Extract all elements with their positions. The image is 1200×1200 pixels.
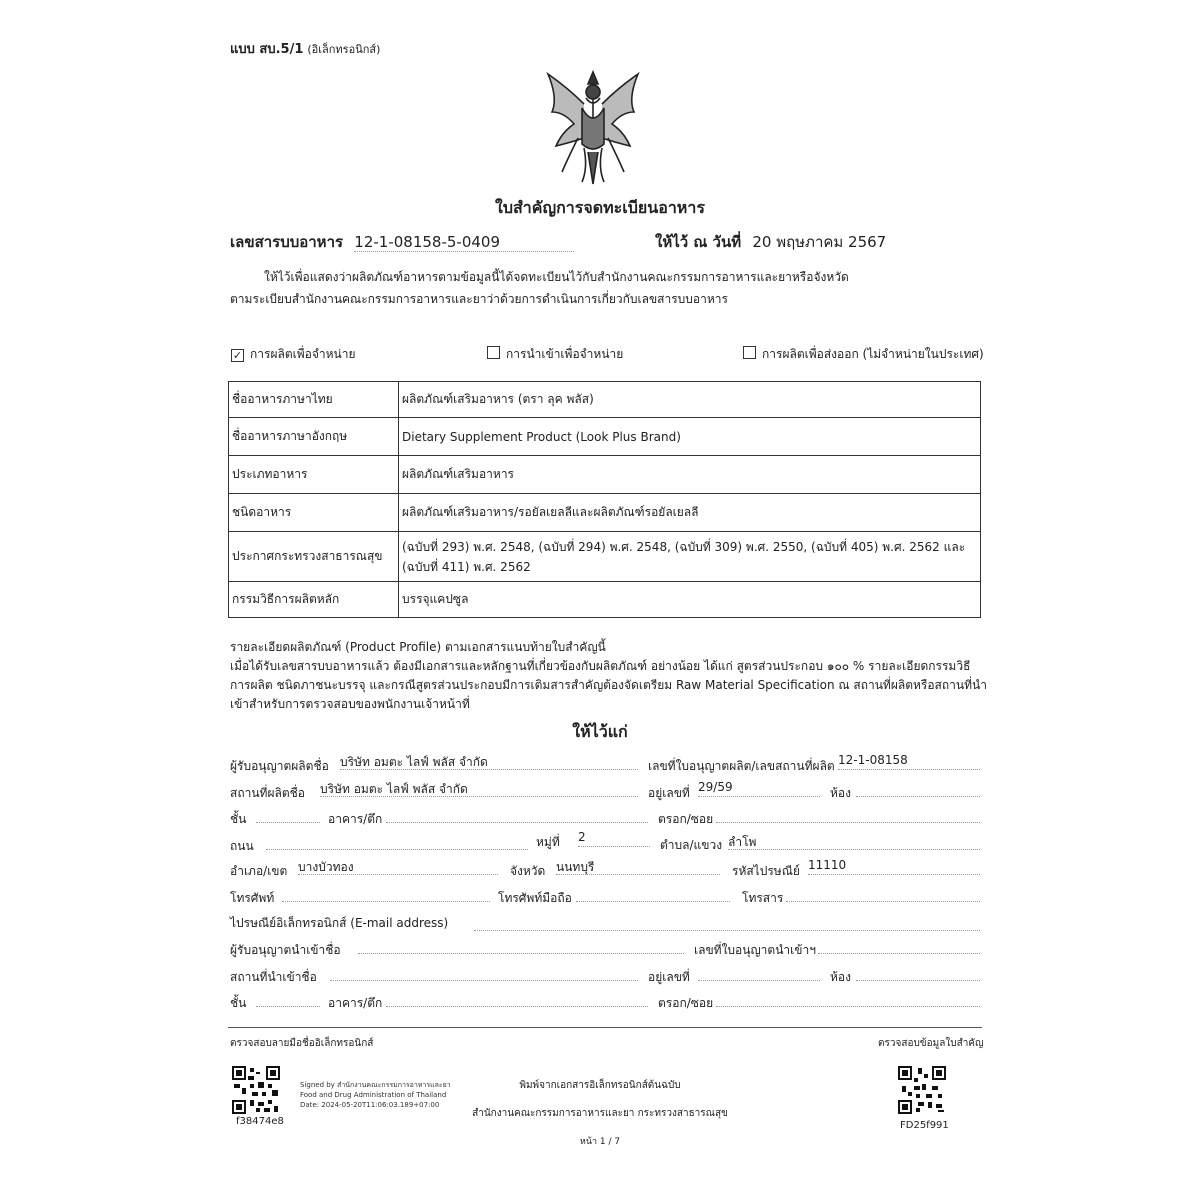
import-site-value [330, 964, 638, 981]
importer-license-label: เลขที่ใบอนุญาตนำเข้าฯ [694, 943, 816, 957]
checkbox-export[interactable] [743, 345, 984, 364]
checkbox-label: การนำเข้าเพื่อจำหน่าย [506, 347, 624, 361]
table-key: กรรมวิธีการผลิตหลัก [229, 582, 399, 618]
signed-date: Date: 2024-05-20T11:06:03.189+07:00 [300, 1101, 440, 1109]
issue-date: 20 พฤษภาคม 2567 [752, 233, 887, 251]
fax-value [786, 885, 980, 902]
form-code-sub: (อิเล็กทรอนิกส์) [307, 43, 381, 56]
form-code [230, 38, 380, 59]
fax-label: โทรสาร [742, 891, 784, 905]
intro-line-2: ตามระเบียบสำนักงานคณะกรรมการอาหารและยาว่าด้วยการดำเนินการเกี่ยวกับเลขสารบบอาหาร [230, 292, 728, 306]
table-row [229, 456, 981, 494]
table-row [229, 582, 981, 618]
importer-license-number [818, 937, 980, 954]
district-label: อำเภอ/เขต [230, 864, 288, 878]
mobile-value [576, 885, 730, 902]
page-number: หน้า 1 / 7 [579, 1137, 621, 1147]
postcode-value: 11110 [808, 858, 980, 875]
table-value: Dietary Supplement Product (Look Plus Brand) [399, 418, 981, 456]
certificate-qr-code-icon[interactable] [898, 1066, 946, 1114]
table-value: ผลิตภัณฑ์เสริมอาหาร [399, 456, 981, 494]
province-value: นนทบุรี [556, 858, 720, 875]
signed-by: Signed by สำนักงานคณะกรรมการอาหารและยา [300, 1081, 451, 1089]
signed-org: Food and Drug Administration of Thailand [300, 1091, 447, 1099]
mobile-label: โทรศัพท์มือถือ [498, 891, 572, 905]
district-value: บางบัวทอง [298, 858, 498, 875]
intro-paragraph [230, 266, 990, 310]
certificate-code: FD25f991 [900, 1120, 949, 1131]
registration-number: 12-1-08158-5-0409 [354, 233, 574, 252]
import-site-label: สถานที่นำเข้าชื่อ [230, 970, 317, 984]
moo-label: หมู่ที่ [536, 835, 560, 849]
checkbox-box[interactable] [487, 346, 500, 359]
road-value [266, 833, 528, 850]
site-name: บริษัท อมตะ ไลฟ์ พลัส จำกัด [320, 780, 638, 797]
moo-value: 2 [578, 830, 650, 847]
table-row [229, 418, 981, 456]
licensee-license-number: 12-1-08158 [838, 753, 980, 770]
address-number-label: อยู่เลขที่ [648, 786, 690, 800]
food-info-table [228, 381, 981, 618]
checkbox-box[interactable] [743, 346, 756, 359]
importer-name-label: ผู้รับอนุญาตนำเข้าชื่อ [230, 943, 341, 957]
import-address-label: อยู่เลขที่ [648, 970, 690, 984]
profile-line-2: เมื่อได้รับเลขสารบบอาหารแล้ว ต้องมีเอกสารและหลักฐานที่เกี่ยวข้องกับผลิตภัณฑ์ อย่างน้อย ได้แก่ สูตรส่วนประกอบ ๑๐๐ % รายละเอียดกรรมวิธีการผลิต ชนิดภาชนะบรรจุ และกรณีสูตรส่วนประกอบมีการเติมสารสำคัญต้องจัดเตรียม Raw Material Specification ณ สถานที่ผลิตหรือสถานที่นำเข้าสำหรับการตรวจสอบของพนักงานเจ้าหน้าที่ [230, 659, 987, 711]
licensee-name-label: ผู้รับอนุญาตผลิตชื่อ [230, 759, 329, 773]
import-building-value [386, 990, 648, 1007]
import-lane-label: ตรอก/ซอย [658, 996, 714, 1010]
verify-signature-label: ตรวจสอบลายมือชื่ออิเล็กทรอนิกส์ [230, 1038, 374, 1049]
footer-divider [228, 1027, 982, 1028]
lane-label: ตรอก/ซอย [658, 812, 714, 826]
garuda-emblem [538, 68, 648, 186]
signature-qr-code-icon[interactable] [232, 1066, 280, 1114]
email-value [474, 914, 980, 931]
profile-line-1: รายละเอียดผลิตภัณฑ์ (Product Profile) ตามเอกสารแนบท้ายใบสำคัญนี้ [230, 640, 606, 654]
licensee-license-label: เลขที่ใบอนุญาตผลิต/เลขสถานที่ผลิต [648, 759, 835, 773]
site-name-label: สถานที่ผลิตชื่อ [230, 786, 305, 800]
lane-value [716, 806, 980, 823]
subdistrict-label: ตำบล/แขวง [660, 838, 723, 852]
floor-label: ชั้น [230, 812, 247, 826]
room-value [856, 780, 980, 797]
form-code-text: แบบ สบ.5/1 [230, 42, 304, 57]
table-key: ประเภทอาหาร [229, 456, 399, 494]
table-key: ชนิดอาหาร [229, 494, 399, 532]
printed-from-original: พิมพ์จากเอกสารอิเล็กทรอนิกส์ต้นฉบับ [519, 1080, 681, 1091]
checkbox-import-sale[interactable] [487, 345, 623, 364]
table-row [229, 532, 981, 582]
import-floor-value [256, 990, 320, 1007]
road-label: ถนน [230, 839, 254, 853]
import-room-label: ห้อง [830, 970, 851, 984]
issued-to-title: ให้ไว้แก่ [572, 722, 628, 741]
import-floor-label: ชั้น [230, 996, 247, 1010]
province-label: จังหวัด [510, 864, 546, 878]
table-key: ประกาศกระทรวงสาธารณสุข [229, 532, 399, 582]
table-value: (ฉบับที่ 293) พ.ศ. 2548, (ฉบับที่ 294) พ.ศ. 2548, (ฉบับที่ 309) พ.ศ. 2550, (ฉบับที่ 405) พ.ศ. 2562 และ (ฉบับที่ 411) พ.ศ. 2562 [399, 532, 981, 582]
import-lane-value [716, 990, 980, 1007]
table-value: ผลิตภัณฑ์เสริมอาหาร (ตรา ลุค พลัส) [399, 382, 981, 418]
building-label: อาคาร/ตึก [328, 812, 383, 826]
table-row [229, 494, 981, 532]
signature-code: f38474e8 [236, 1116, 284, 1127]
building-value [386, 806, 648, 823]
import-address-value [698, 964, 820, 981]
table-row [229, 382, 981, 418]
issue-date-line [655, 230, 886, 254]
phone-label: โทรศัพท์ [230, 891, 275, 905]
postcode-label: รหัสไปรษณีย์ [732, 864, 800, 878]
import-room-value [856, 964, 980, 981]
checkbox-manufacture-sale[interactable] [231, 345, 356, 364]
email-label: ไปรษณีย์อิเล็กทรอนิกส์ (E-mail address) [230, 916, 449, 930]
table-value: บรรจุแคปซูล [399, 582, 981, 618]
table-key: ชื่ออาหารภาษาอังกฤษ [229, 418, 399, 456]
import-building-label: อาคาร/ตึก [328, 996, 383, 1010]
checkbox-label: การผลิตเพื่อส่งออก (ไม่จำหน่ายในประเทศ) [762, 347, 984, 361]
check-mark-icon: ✓ [232, 349, 243, 362]
document-title: ใบสำคัญการจดทะเบียนอาหาร [495, 198, 705, 217]
registration-number-line [230, 230, 574, 254]
table-key: ชื่ออาหารภาษาไทย [229, 382, 399, 418]
checkbox-label: การผลิตเพื่อจำหน่าย [250, 347, 356, 361]
verify-certificate-label: ตรวจสอบข้อมูลใบสำคัญ [878, 1038, 984, 1049]
floor-value [256, 806, 320, 823]
fda-ministry: สำนักงานคณะกรรมการอาหารและยา กระทรวงสาธารณสุข [472, 1108, 728, 1119]
intro-line-1: ให้ไว้เพื่อแสดงว่าผลิตภัณฑ์อาหารตามข้อมูลนี้ได้จดทะเบียนไว้กับสำนักงานคณะกรรมการอาหารและยาหรือจังหวัด [264, 270, 849, 284]
room-label: ห้อง [830, 786, 851, 800]
licensee-name: บริษัท อมตะ ไลฟ์ พลัส จำกัด [340, 753, 638, 770]
address-number: 29/59 [698, 780, 820, 797]
issue-date-label: ให้ไว้ ณ วันที่ [655, 233, 742, 251]
product-profile-note [230, 638, 990, 714]
table-value: ผลิตภัณฑ์เสริมอาหาร/รอยัลเยลลีและผลิตภัณฑ์รอยัลเยลลี [399, 494, 981, 532]
phone-value [282, 885, 490, 902]
importer-name [358, 937, 684, 954]
footer-center [430, 1072, 770, 1156]
registration-number-label: เลขสารบบอาหาร [230, 233, 344, 251]
checkbox-box-checked[interactable] [231, 349, 244, 362]
subdistrict-value: ลำโพ [728, 833, 980, 850]
